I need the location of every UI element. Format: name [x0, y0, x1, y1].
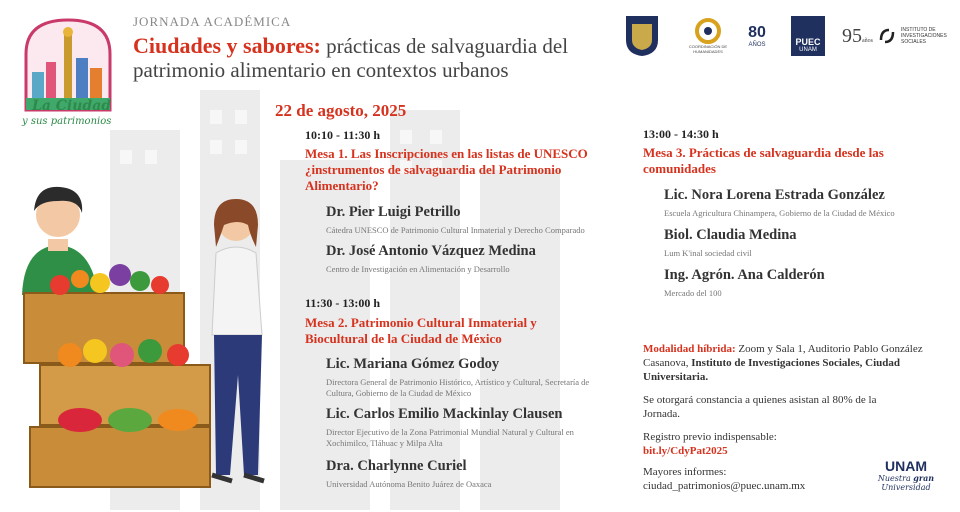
speaker-name: Dr. José Antonio Vázquez Medina	[326, 243, 536, 259]
speaker-affiliation: Cátedra UNESCO de Patrimonio Cultural Inmaterial y Derecho Comparado	[326, 225, 585, 235]
informes-label: Mayores informes:	[643, 466, 727, 478]
speaker-name: Biol. Claudia Medina	[664, 227, 797, 243]
eighty-number: 80	[748, 24, 766, 41]
constancia-info: Se otorgará constancia a quienes asistan al 80% de la Jornada.	[643, 394, 877, 420]
speaker-name: Dra. Charlynne Curiel	[326, 458, 467, 474]
modalidad-info	[643, 342, 938, 384]
unam-slogan	[876, 474, 936, 492]
coordinacion-label: COORDINACIÓN DE HUMANIDADES	[688, 44, 728, 54]
unam-shield-icon	[622, 14, 662, 58]
speaker-affiliation: Mercado del 100	[664, 288, 722, 298]
speaker-affiliation: Directora General de Patrimonio Histórico, Artístico y Cultural, Secretaría de Cultura, Gobierno de la Ciudad de México	[326, 377, 590, 398]
unam-shield-logo	[618, 14, 666, 58]
session-2-time: 11:30 - 13:00 h	[305, 296, 380, 310]
modalidad-venue: Instituto de Investigaciones Sociales, Ciudad Universitaria.	[643, 357, 900, 383]
coordinacion-humanidades-logo	[680, 14, 736, 58]
iis-logo	[842, 14, 954, 58]
iis-swirl-icon	[877, 26, 897, 46]
informes-email[interactable]: ciudad_patrimonios@puec.unam.mx	[643, 480, 806, 492]
modalidad-label: Modalidad híbrida:	[643, 343, 736, 355]
event-title-bold: Ciudades y sabores:	[133, 33, 321, 58]
iis-years-label: años	[862, 37, 873, 44]
session-1-title: Mesa 1. Las Inscripciones en las listas de UNESCO ¿instrumentos de salvaguardia del Patrimonio Alimentario?	[305, 146, 588, 193]
unam-footer-logo	[876, 458, 936, 492]
speaker-affiliation: Universidad Autónoma Benito Juárez de Oaxaca	[326, 479, 492, 489]
speaker-name: Lic. Mariana Gómez Godoy	[326, 356, 500, 372]
jornada-logo	[18, 14, 118, 134]
session-3-time: 13:00 - 14:30 h	[643, 127, 719, 141]
market-vendor-illustration	[0, 175, 300, 512]
puec-unam-label: UNAM	[799, 47, 817, 53]
session-3-title: Mesa 3. Prácticas de salvaguardia desde las comunidades	[643, 145, 884, 176]
speaker-affiliation: Director Ejecutivo de la Zona Patrimonial Mundial Natural y Cultural en Xochimilco, Tláhuac y Milpa Alta	[326, 427, 574, 448]
speaker-affiliation: Escuela Agricultura Chinampera, Gobierno de la Ciudad de México	[664, 208, 895, 218]
slogan-word-1: Nuestra	[877, 474, 911, 483]
years-label: AÑOS	[748, 42, 766, 48]
series-label: JORNADA ACADÉMICA	[133, 14, 292, 29]
speaker-name: Ing. Agrón. Ana Calderón	[664, 267, 825, 283]
iis-years: 95años	[842, 24, 873, 47]
puec-block	[791, 16, 825, 56]
slogan-word-3: Universidad	[881, 483, 931, 492]
session-1-time: 10:10 - 11:30 h	[305, 128, 380, 142]
registro-label: Registro previo indispensable:	[643, 431, 777, 443]
speaker-name: Lic. Carlos Emilio Mackinlay Clausen	[326, 406, 563, 422]
event-title	[133, 34, 593, 82]
logo-line-1: La Ciudad	[32, 98, 112, 114]
registro-link[interactable]: bit.ly/CdyPat2025	[643, 445, 728, 457]
logo-line-2: y sus patrimonios	[22, 116, 112, 127]
unam-wordmark: UNAM	[885, 458, 927, 474]
puec-label: PUEC	[795, 37, 821, 47]
speaker-name: Dr. Pier Luigi Petrillo	[326, 204, 461, 220]
speaker-name: Lic. Nora Lorena Estrada González	[664, 187, 885, 203]
speaker-affiliation: Centro de Investigación en Alimentación y Desarrollo	[326, 264, 510, 274]
event-date: 22 de agosto, 2025	[275, 101, 407, 120]
slogan-word-2: gran	[913, 473, 935, 483]
iis-label: INSTITUTO DE INVESTIGACIONES SOCIALES	[901, 27, 947, 45]
speaker-affiliation: Lum K'inal sociedad civil	[664, 248, 752, 258]
eighty-years-logo	[742, 14, 772, 58]
coordinacion-humanidades-icon	[693, 18, 723, 44]
modalidad-text: Zoom y Sala 1, Auditorio Pablo González Casanova,	[643, 343, 923, 369]
session-2-title: Mesa 2. Patrimonio Cultural Inmaterial y Biocultural de la Ciudad de México	[305, 315, 537, 346]
event-title-rest: prácticas de salvaguardia del patrimonio alimentario en contextos urbanos	[133, 34, 569, 82]
puec-logo	[790, 14, 826, 58]
